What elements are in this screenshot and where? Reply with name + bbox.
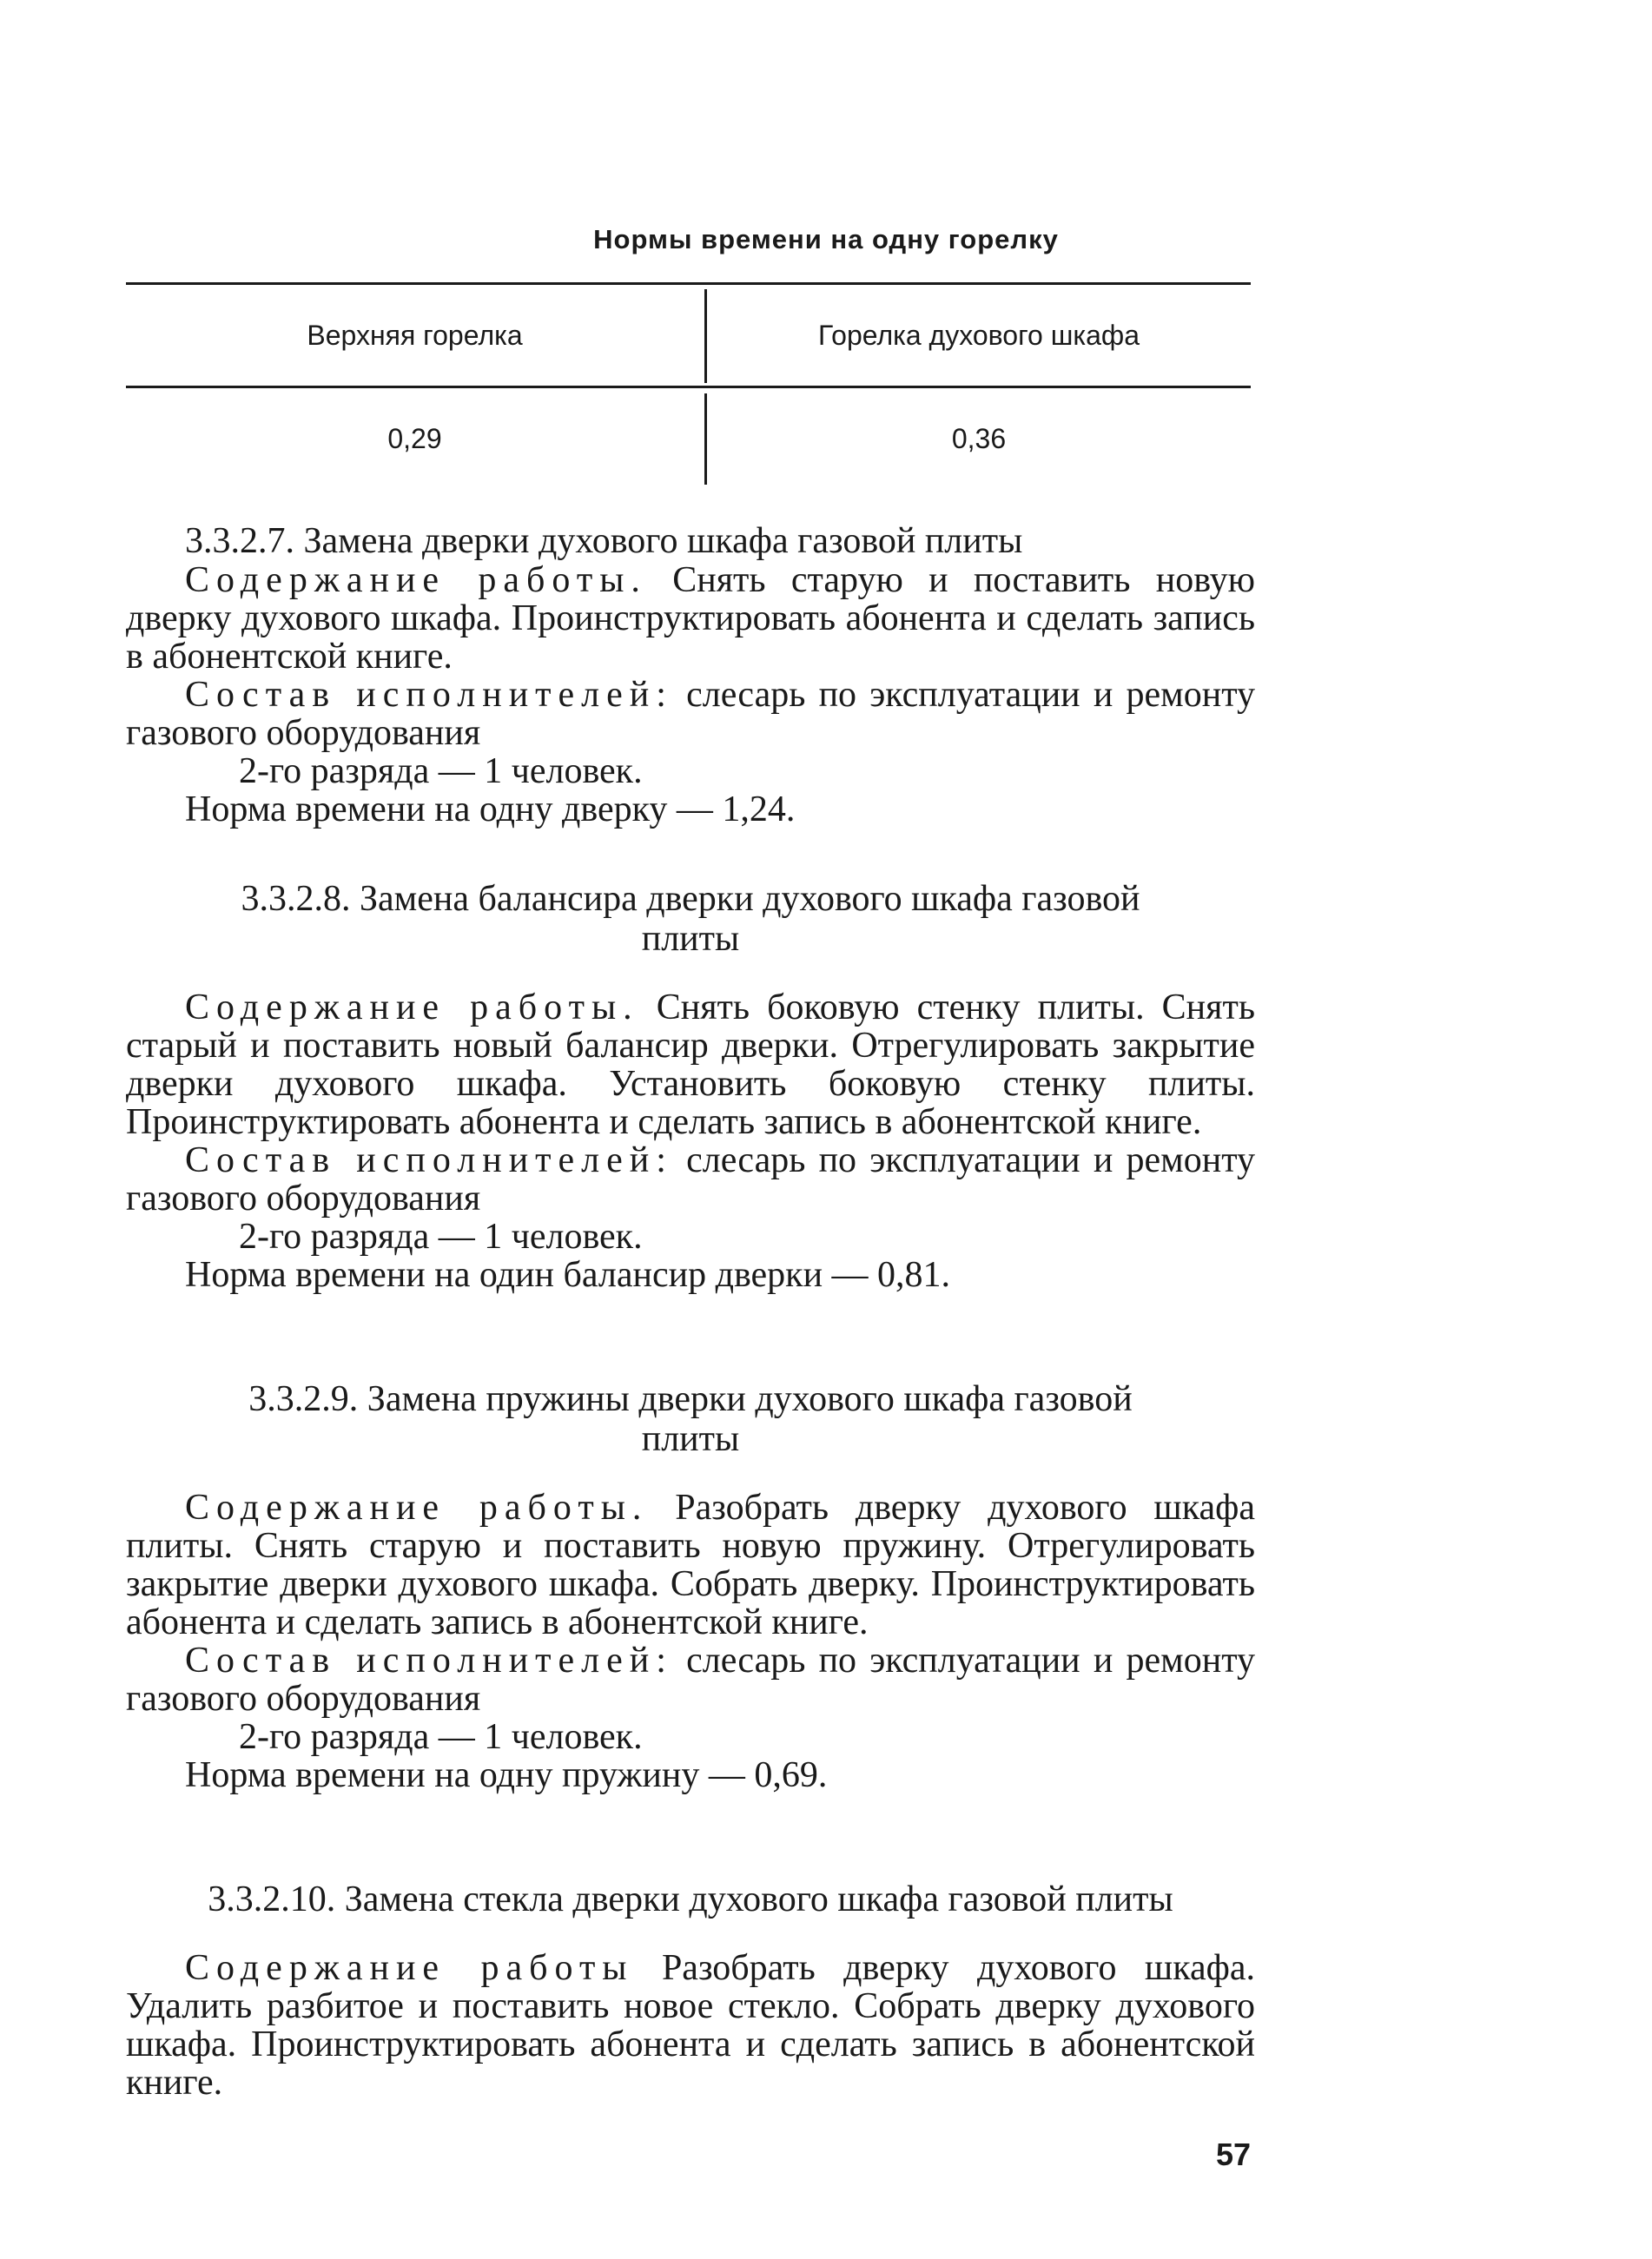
staff-text: слесарь по эксплуатации и ремонту газового оборудования [126, 1140, 1256, 1219]
staff-paragraph [126, 1641, 1255, 1718]
table-header-upper-burner: Верхняя горелка [307, 320, 523, 351]
work-content-label: Содержание работы. [185, 987, 639, 1027]
staff-label: Состав исполнителей: [185, 1641, 673, 1681]
staff-label: Состав исполнителей: [185, 675, 673, 715]
table-value-upper-burner: 0,29 [387, 423, 442, 454]
grade-line: 2-го разряда — 1 человек. [239, 751, 643, 791]
staff-paragraph [126, 1141, 1255, 1218]
work-content-text: Разобрать дверку духового шкафа плиты. Снять старую и поставить новую пружину. Отрегулировать закрытие дверки духового шкафа. Собрать дверку. Проинструктировать абонента и сделать запись в абонентской книге. [126, 1488, 1255, 1642]
table-header-oven-burner: Горелка духового шкафа [817, 320, 1140, 351]
time-norm-line: Норма времени на одну дверку — 1,24. [185, 789, 796, 829]
staff-paragraph [126, 676, 1255, 752]
section-heading: 3.3.2.8. Замена балансира дверки духового шкафа газовой плиты [241, 879, 1140, 959]
staff-text: слесарь по эксплуатации и ремонту газового оборудования [126, 1641, 1256, 1719]
time-norm-line: Норма времени на один балансир дверки — 0,81. [185, 1255, 951, 1295]
work-content-text: Снять боковую стенку плиты. Снять старый и поставить новый балансир дверки. Отрегулировать закрытие дверки духового шкафа. Установить боковую стенку плиты. Проинструктировать абонента и сделать запись в абонентской книге. [126, 987, 1255, 1142]
work-content-text: Снять старую и поставить новую дверку духового шкафа. Проинструктировать абонента и сделать запись в абонентской книге. [126, 560, 1255, 677]
section-heading: 3.3.2.7. Замена дверки духового шкафа газовой плиты [185, 521, 1023, 561]
work-content-label: Содержание работы [185, 1948, 634, 1988]
table-value-oven-burner: 0,36 [951, 423, 1007, 454]
table-title: Нормы времени на одну горелку [593, 224, 1059, 254]
grade-line: 2-го разряда — 1 человек. [239, 1717, 643, 1757]
work-content-text: Разобрать дверку духового шкафа. Удалить разбитое и поставить новое стекло. Собрать дверку духового шкафа. Проинструктировать абонента и сделать запись в абонентской книге. [126, 1948, 1255, 2103]
work-content-paragraph [126, 988, 1255, 1141]
grade-line: 2-го разряда — 1 человек. [239, 1217, 643, 1257]
work-content-paragraph [126, 1489, 1255, 1641]
work-content-paragraph [126, 561, 1255, 676]
work-content-label: Содержание работы. [185, 1488, 649, 1528]
section-3-3-2-10 [126, 1879, 1255, 2102]
time-norm-line: Норма времени на одну пружину — 0,69. [185, 1755, 828, 1795]
table-top-rule [126, 282, 1251, 285]
work-content-paragraph [126, 1949, 1255, 2102]
table-header-rule [126, 386, 1251, 388]
staff-text: слесарь по эксплуатации и ремонту газового оборудования [126, 675, 1256, 753]
page-number: 57 [1215, 2137, 1251, 2172]
section-3-3-2-7 [126, 521, 1255, 829]
section-3-3-2-9 [126, 1379, 1255, 1794]
staff-label: Состав исполнителей: [185, 1140, 673, 1180]
work-content-label: Содержание работы. [185, 560, 647, 600]
section-heading: 3.3.2.9. Замена пружины дверки духового шкафа газовой плиты [248, 1379, 1133, 1459]
section-heading: 3.3.2.10. Замена стекла дверки духового шкафа газовой плиты [208, 1879, 1173, 1919]
section-3-3-2-8 [126, 879, 1255, 1294]
